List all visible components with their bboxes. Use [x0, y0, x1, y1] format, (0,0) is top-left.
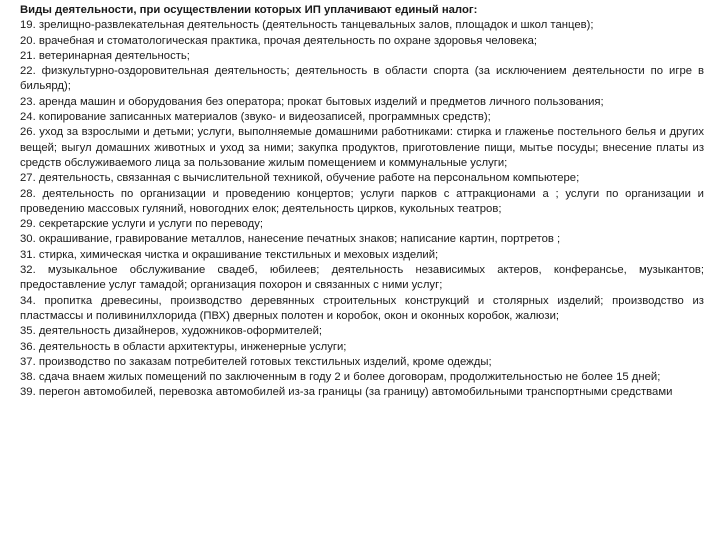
activity-list [20, 18, 704, 400]
list-item: 19. зрелищно-развлекательная деятельность (деятельность танцевальных залов, площадок и школ танцев); [20, 19, 594, 32]
list-item: 38. сдача внаем жилых помещений по заключенным в году 2 и более договорам, продолжительностью не более 15 дней; [20, 371, 661, 384]
list-item: 34. пропитка древесины, производство деревянных строительных конструкций и столярных изделий; производство из пластмассы и поливинилхлорида (ПВХ) дверных полотен и коробок, окон и оконных коробок, жалюзи; [20, 294, 704, 322]
list-item: 23. аренда машин и оборудования без оператора; прокат бытовых изделий и предметов личного пользования; [20, 95, 604, 108]
list-item: 37. производство по заказам потребителей готовых текстильных изделий, кроме одежды; [20, 355, 492, 368]
document-title: Виды деятельности, при осуществлении которых ИП уплачивают единый налог: [20, 4, 478, 16]
list-item: 32. музыкальное обслуживание свадеб, юбилеев; деятельность независимых актеров, конферансье, музыкантов; предоставление услуг тамадой; организация похорон и связанных с ними услуг; [20, 264, 704, 292]
list-item: 20. врачебная и стоматологическая практика, прочая деятельность по охране здоровья человека; [20, 34, 538, 47]
list-item: 26. уход за взрослыми и детьми; услуги, выполняемые домашними работниками: стирка и глаженье постельного белья и других вещей; выгул домашних животных и уход за ними; закупка продуктов, приготовление пищи, мытье посуды; внесение платы из средств обслуживаемого лица за пользование жилым помещением и коммунальные услуги; [20, 126, 704, 169]
list-item: 35. деятельность дизайнеров, художников-оформителей; [20, 325, 323, 338]
list-item: 29. секретарские услуги и услуги по переводу; [20, 218, 264, 231]
list-item: 31. стирка, химическая чистка и окрашивание текстильных и меховых изделий; [20, 248, 439, 261]
list-item: 21. ветеринарная деятельность; [20, 49, 190, 62]
list-item: 39. перегон автомобилей, перевозка автомобилей из-за границы (за границу) автомобильными транспортными средствами [20, 386, 673, 399]
list-item: 28. деятельность по организации и проведению концертов; услуги парков с аттракционами а ; услуги по организации и проведению массовых гуляний, новогодних елок; деятельность цирков, кукольных театров; [20, 187, 704, 215]
list-item: 27. деятельность, связанная с вычислительной техникой, обучение работе на персональном компьютере; [20, 172, 580, 185]
list-item: 30. окрашивание, гравирование металлов, нанесение печатных знаков; написание картин, портретов ; [20, 233, 561, 246]
list-item: 22. физкультурно-оздоровительная деятельность; деятельность в области спорта (за исключением деятельности по игре в бильярд); [20, 65, 704, 93]
list-item: 24. копирование записанных материалов (звуко- и видеозаписей, программных средств); [20, 111, 491, 124]
list-item: 36. деятельность в области архитектуры, инженерные услуги; [20, 340, 347, 353]
